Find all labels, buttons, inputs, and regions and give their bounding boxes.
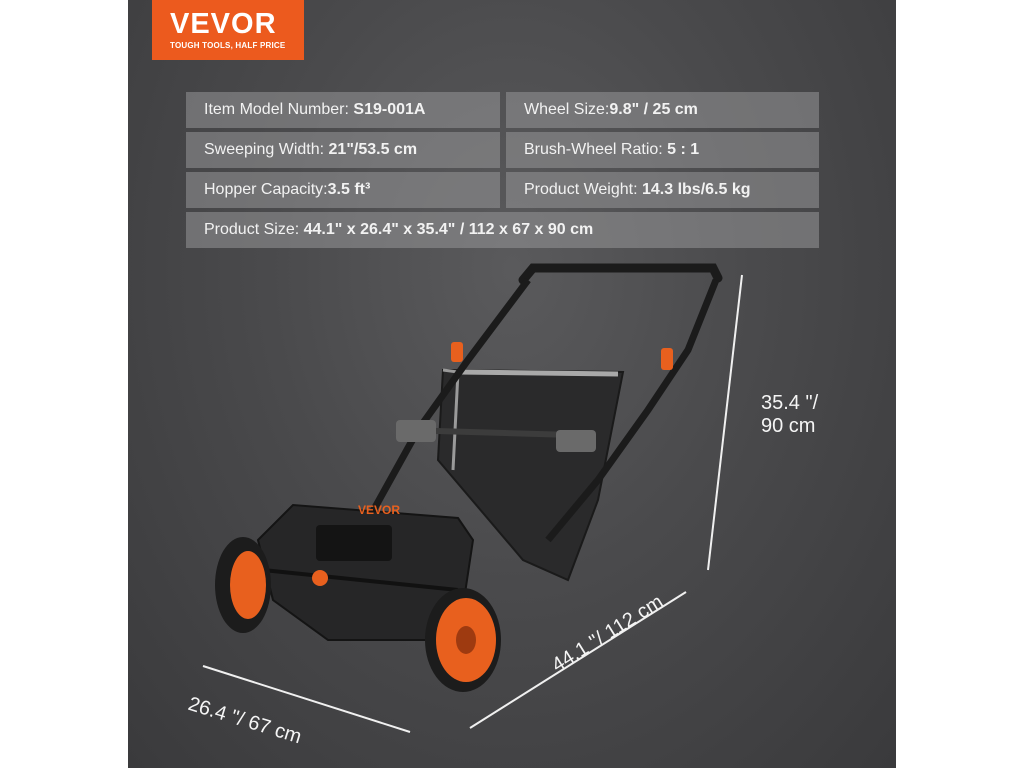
- left-wheel-hub: [230, 551, 266, 619]
- lawn-sweeper-illustration: [128, 0, 896, 768]
- spec-wheel-size-label: Wheel Size:: [524, 101, 610, 118]
- spec-wheel-size-value: 9.8" / 25 cm: [609, 101, 698, 118]
- housing-vent: [316, 525, 392, 561]
- right-crossbar-clamp: [556, 430, 596, 452]
- height-dimension-text: [761, 392, 818, 438]
- spec-sweeping-width-value: 21"/53.5 cm: [328, 141, 418, 158]
- spec-hopper-capacity-value: 3.5 ft³: [327, 181, 371, 198]
- hopper-frame-top: [458, 372, 618, 374]
- spec-product-size-label: Product Size:: [204, 221, 304, 238]
- brand-tagline: TOUGH TOOLS, HALF PRICE: [170, 41, 286, 50]
- spec-product-weight-label: Product Weight:: [524, 181, 642, 198]
- handle-bar: [523, 268, 718, 280]
- left-crossbar-clamp: [396, 420, 436, 442]
- brand-name: VEVOR: [170, 8, 277, 40]
- height-dimension-line2: 90 cm: [761, 415, 816, 437]
- spec-product-size-value: 44.1" x 26.4" x 35.4" / 112 x 67 x 90 cm: [303, 221, 594, 238]
- length-dimension-text: 44.1 "/ 112 cm: [548, 590, 668, 677]
- housing-logo: VEVOR: [358, 503, 401, 517]
- spec-brush-wheel-ratio-value: 5 : 1: [667, 141, 700, 158]
- adjust-knob: [312, 570, 328, 586]
- product-image-panel: [128, 0, 896, 768]
- spec-model-value: S19-001A: [353, 101, 426, 118]
- spec-hopper-capacity-label: Hopper Capacity:: [204, 181, 328, 198]
- left-handle-knob: [451, 342, 463, 362]
- height-dimension-line: [708, 275, 742, 570]
- spec-model-label: Item Model Number:: [204, 101, 354, 118]
- right-handle-knob: [661, 348, 673, 370]
- spec-product-weight-value: 14.3 lbs/6.5 kg: [641, 181, 751, 198]
- height-dimension-line1: 35.4 "/: [761, 392, 819, 414]
- width-dimension-text: 26.4 "/ 67 cm: [185, 693, 305, 749]
- right-wheel-center: [456, 626, 476, 654]
- spec-brush-wheel-ratio-label: Brush-Wheel Ratio:: [524, 141, 668, 158]
- spec-sweeping-width-label: Sweeping Width:: [204, 141, 329, 158]
